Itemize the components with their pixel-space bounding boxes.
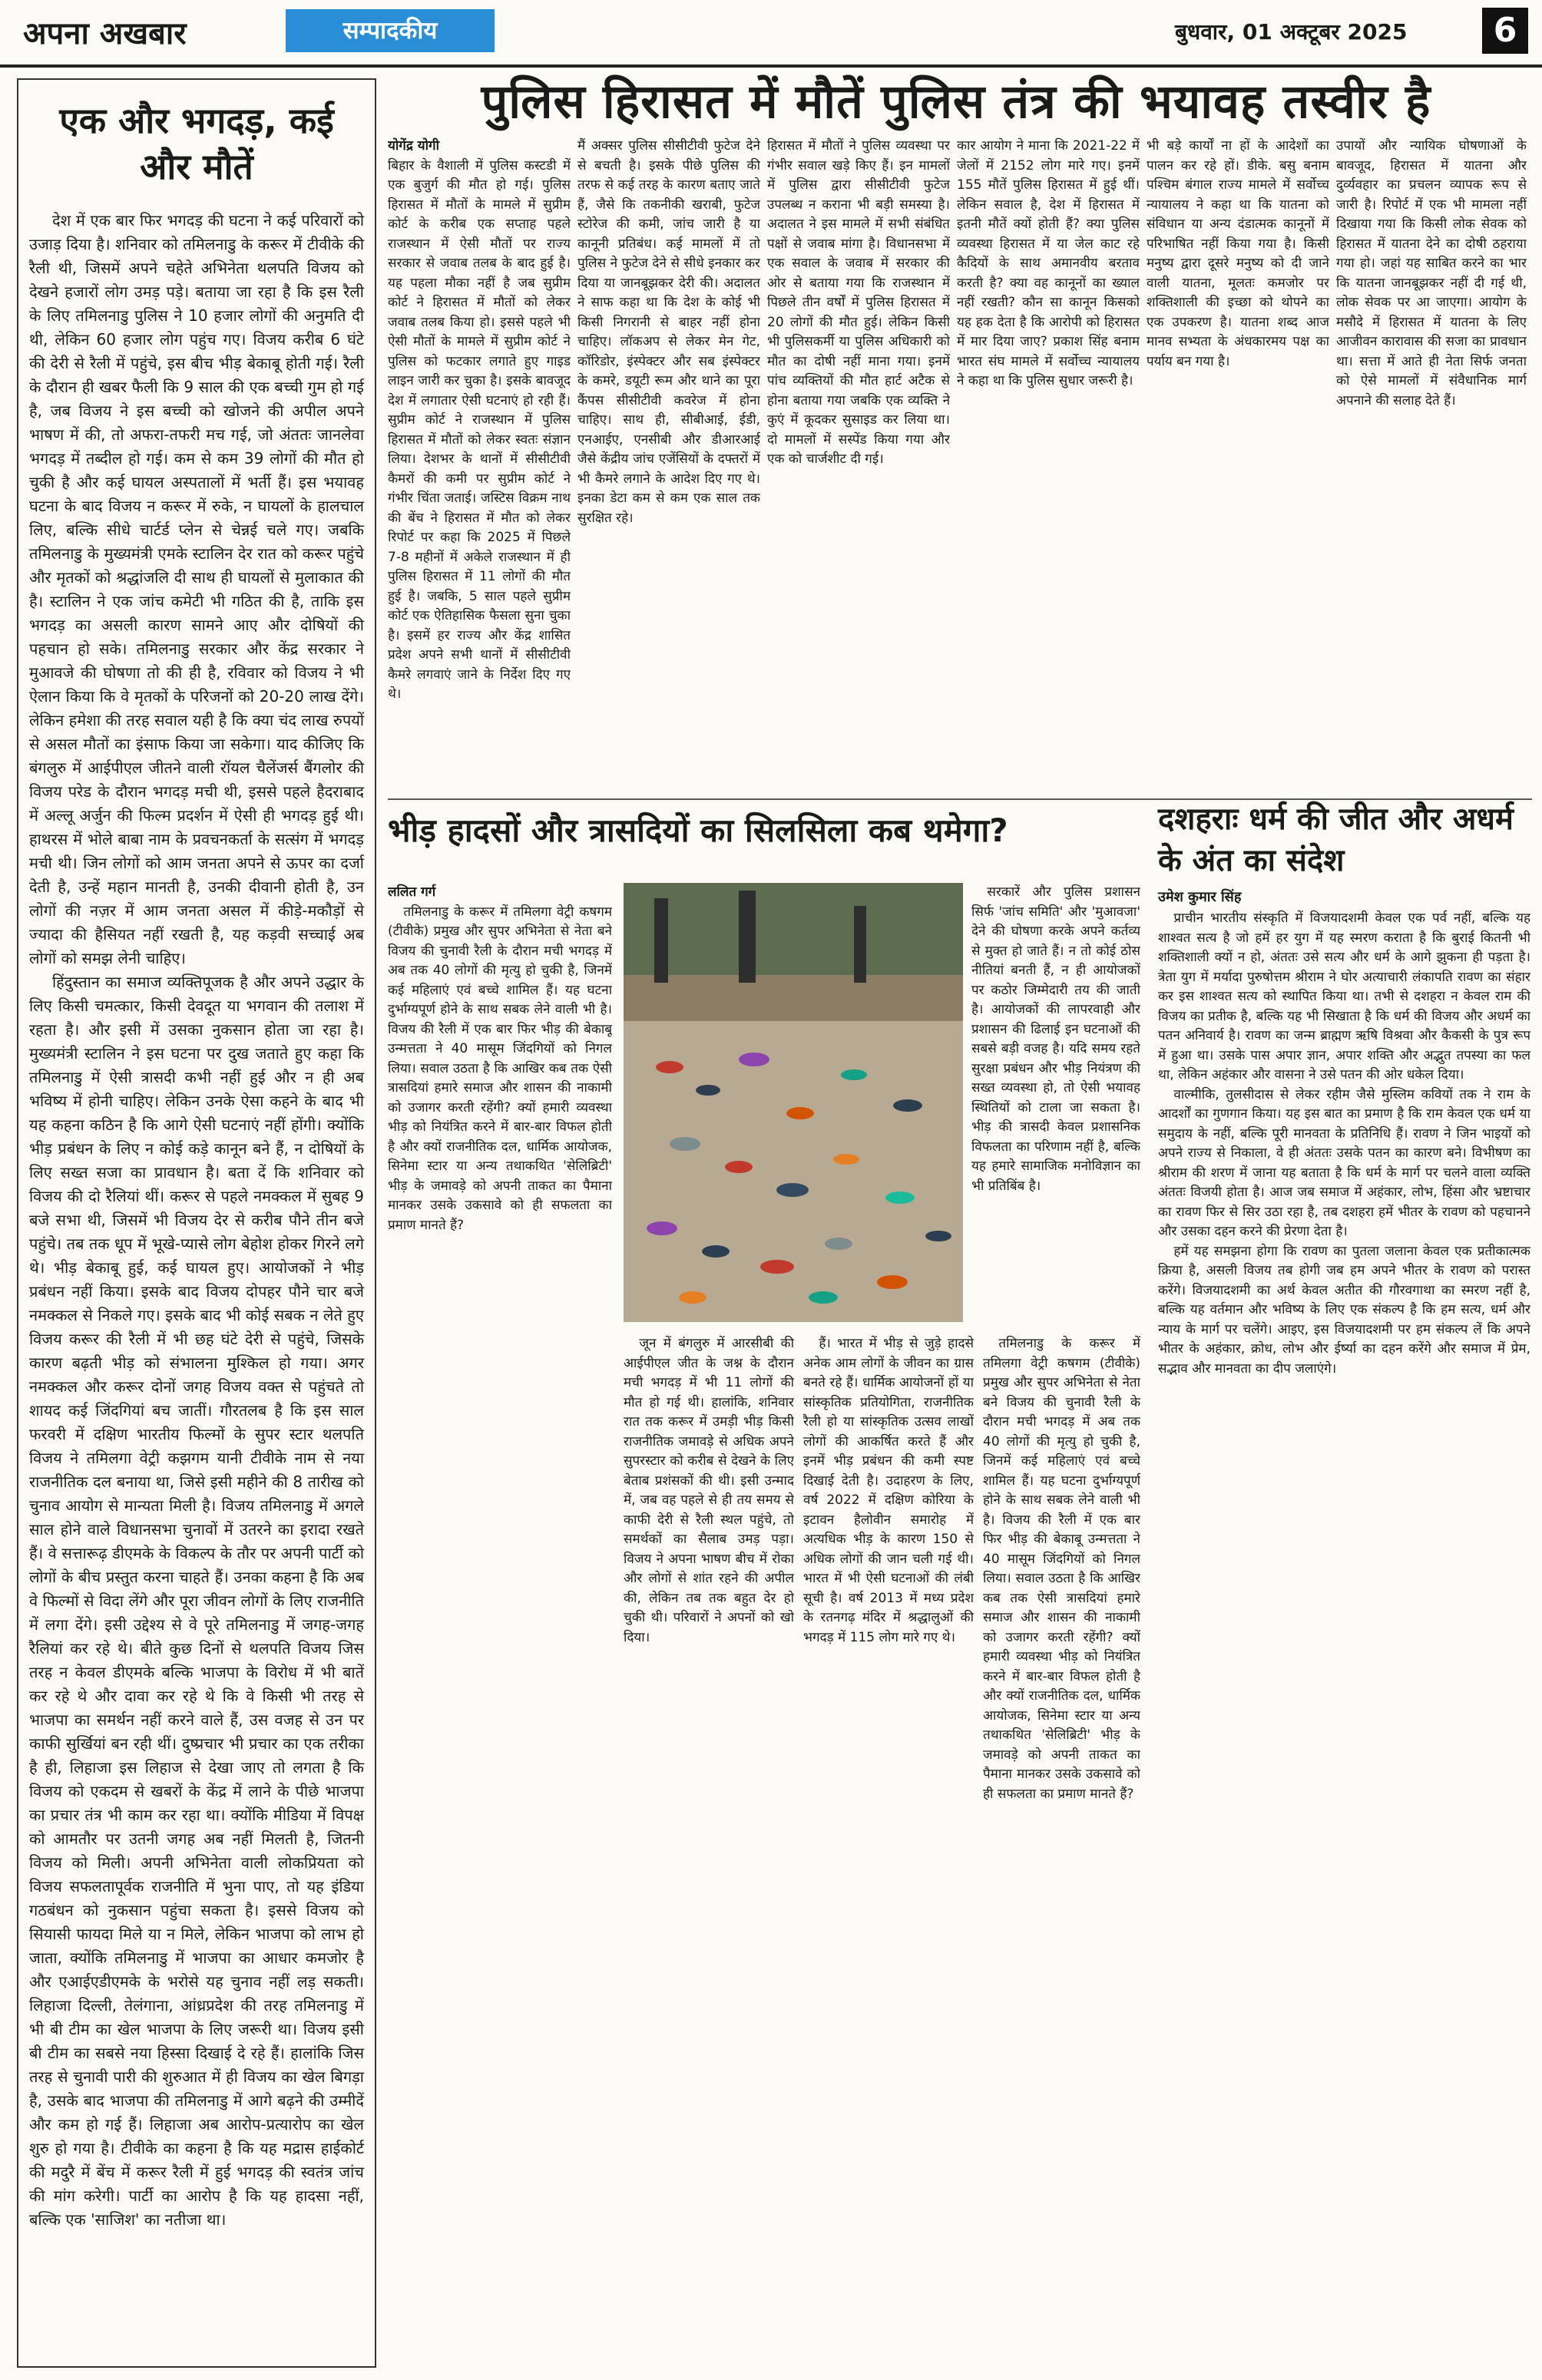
editorial-column xyxy=(17,78,376,2368)
editorial-paragraph: हिंदुस्तान का समाज व्यक्तिपूजक है और अपने उद्धार के लिए किसी चमत्कार, किसी देवदूत या भगवान की तलाश में रहता है। और इसी में उसका नुकसान होता जा रहा है। मुख्यमंत्री स्टालिन ने इस घटना पर दुख जताते हुए कहा कि तमिलनाडु में ऐसी त्रासदी कभी नहीं हुई और न ही अब भविष्य में होनी चाहिए। लेकिन उनके ऐसा कहने के बाद भी यह कहना कठिन है कि आगे ऐसी घटनाएं नहीं होंगी। क्योंकि भीड़ प्रबंधन के लिए न कोई कड़े कानून बने हैं, न दोषियों के लिए सख्त सजा का प्रावधान है। बता दें कि शनिवार को विजय की दो रैलियां थीं। करूर से पहले नमक्कल में सुबह 9 बजे सभा थी, जिसमें भी विजय देर से करीब पौने तीन बजे पहुंचे। तब तक धूप में भूखे-प्यासे लोग बेहोश होकर गिरने लगे थे। भीड़ बेकाबू हुई, कई घायल हुए। आयोजकों ने भीड़ प्रबंधन नहीं किया। इसके बाद विजय दोपहर पौने चार बजे नमक्कल से निकले गए। इसके बाद भी कोई सबक न लेते हुए विजय करूर की रैली में भी छह घंटे देरी से पहुंचे, जिसके कारण बढ़ती भीड़ को संभालना मुश्किल हो गया। अगर नमक्कल और करूर दोनों जगह विजय वक्त से पहुंचते तो शायद कई जिंदगियां बच जातीं। गौरतलब है कि इस साल फरवरी में दक्षिण भारतीय फिल्मों के सुपर स्टार थलपति विजय ने तमिलगा वेट्री कझगम यानी टीवीके नाम से नया राजनीतिक दल बनाया था, जिसे इसी महीने की 8 तारीख को चुनाव आयोग से मान्यता मिली है। विजय तमिलनाडु में अगले साल होने वाले विधानसभा चुनावों में उतरने का इरादा रखते हैं। वे सत्तारूढ़ डीएमके के विकल्प के तौर पर अपनी पार्टी को लोगों के बीच प्रस्तुत करना चाहते हैं। उनका कहना है कि अब वे फिल्मों से विदा लेंगे और पूरा जीवन लोगों के लिए राजनीति में लगा देंगे। इसी उद्देश्य से वे पूरे तमिलनाडु में जगह-जगह रैलियां कर रहे थे। बीते कुछ दिनों से थलपति विजय जिस तरह न केवल डीएमके बल्कि भाजपा के विरोध में भी बातें कर रहे थे और दावा कर रहे थे कि वे किसी भी तरह से भाजपा का समर्थन नहीं करने वाले हैं, उस वजह से उन पर काफी सुर्खियां बन रही थीं। दुष्प्रचार भी प्रचार का एक तरीका है ही, लिहाजा इस लिहाज से देखा जाए तो लगता है कि विजय को एकदम से खबरों के केंद्र में लाने के पीछे भाजपा का प्रचार तंत्र भी काम कर रहा था। क्योंकि मीडिया में विपक्ष को आमतौर पर उतनी जगह अब नहीं मिलती है, जितनी विजय को मिली। अपनी अभिनेता वाली लोकप्रियता को विजय सफलतापूर्वक राजनीति में भुना पाए, तो यह इंडिया गठबंधन को नुकसान पहुंचा सकता है। इससे विजय को सियासी फायदा मिले या न मिले, लेकिन भाजपा को लाभ हो जाता, क्योंकि तमिलनाडु में भाजपा का आधार कमजोर है और एआईएडीएमके के भरोसे यह चुनाव नहीं लड़ सकती। लिहाजा दिल्ली, तेलंगाना, आंध्रप्रदेश की तरह तमिलनाडु में भी बी टीम का खेल भाजपा के लिए जरूरी था। विजय इसी बी टीम का सबसे नया हिस्सा दिखाई दे रहे हैं। हालांकि जिस तरह से चुनावी पारी की शुरुआत में ही विजय का खेल बिगड़ा है, उसके बाद भाजपा की तमिलनाडु में आगे बढ़ने की उम्मीदें और कम हो गई हैं। लिहाजा अब आरोप-प्रत्यारोप का खेल शुरु हो गया है। टीवीके का कहना है कि यह मद्रास हाईकोर्ट की मदुरै में बेंच में करूर रैली में हुई भगदड़ की स्वतंत्र जांच की मांग करेगी। पार्टी का आरोप है कि यह हादसा नहीं, बल्कि एक 'साजिश' का नतीजा था। xyxy=(29,972,364,2229)
second-story-column xyxy=(624,1334,794,2365)
second-story-text: हैं। भारत में भीड़ से जुड़े हादसे अनेक आम लोगों के जीवन का ग्रास बनते रहे हैं। धार्मिक आयोजनों हों या सांस्कृतिक प्रतियोगिता, राजनीतिक रैली हो या सांस्कृतिक उत्सव लाखों लोगों की आकर्षित करते हैं और इनमें भीड़ प्रबंधन की कमी स्पष्ट दिखाई देती है। उदाहरण के लिए, वर्ष 2022 में दक्षिण कोरिया के इटावन हैलोवीन समारोह में अत्यधिक भीड़ के कारण 150 से अधिक लोगों की जान चली गई थी। भारत में भी ऐसी घटनाओं की लंबी सूची है। वर्ष 2013 में मध्य प्रदेश के रतनगढ़ मंदिर में श्रद्धालुओं की भगदड़ में 115 लोग मारे गए थे। xyxy=(803,1336,974,1645)
lead-story-column xyxy=(957,137,1140,791)
lead-story-text: भी बड़े कार्यों ना हों के आदेशों का पालन कर रहे हों। डीके. बसु बनाम पश्चिम बंगाल राज्य मामले में सर्वोच्च न्यायालय ने कहा था कि यातना को संविधान या अन्य दंडात्मक कानूनों में परिभाषित नहीं किया गया है। किसी मनुष्य द्वारा दूसरे मनुष्य को दी जाने वाली यातना, मूलतः कमजोर पर शक्तिशाली की इच्छा को थोपने का एक उपकरण है। यातना शब्द आज मानव सभ्यता के अंधकारमय पक्ष का पर्याय बन गया है। xyxy=(1147,138,1329,369)
lead-story-column xyxy=(577,137,760,791)
second-story-column xyxy=(983,1334,1140,2365)
third-story-headline: दशहराः धर्म की जीत और अधर्म के अंत का संदेश xyxy=(1158,802,1514,878)
lead-story-text: उपायों और न्यायिक घोषणाओं के बावजूद, हिरासत में यातना और दुर्व्यवहार का प्रचलन व्यापक रूप से जारी है। रिपोर्ट में एक भी मामला नहीं दिखाया गया कि किसी लोक सेवक को हिरासत में यातना देने का दोषी ठहराया गया हो। जहां यह साबित करने का भार कि यातना जानबूझकर नहीं दी गई थी, लोक सेवक पर आ जाएगा। आयोग के मसौदे में हिरासत में यातना के लिए आजीवन कारावास की सजा का प्रावधान था। सत्ता में आते ही नेता सिर्फ जनता को ऐसे मामलों में संवैधानिक मार्ग अपनाने की सलाह देते हैं। xyxy=(1336,138,1527,408)
second-story-column xyxy=(388,883,612,2365)
second-story-text: जून में बंगलुरु में आरसीबी की आईपीएल जीत के जश्न के दौरान मची भगदड़ में भी 11 लोगों की मौत हो गई थी। हालांकि, शनिवार रात तक करूर में उमड़ी भीड़ किसी राजनीतिक जमावड़े से अधिक अपने सुपरस्टार को करीब से देखने के लिए बेताब प्रशंसकों की थी। इसी उन्माद में, जब वह पहले से ही तय समय से काफी देरी से रैली स्थल पहुंचे, तो समर्थकों का सैलाब उमड़ पड़ा। विजय ने अपना भाषण बीच में रोका और लोगों से शांत रहने की अपील की, लेकिन तब तक बहुत देर हो चुकी थी। परिवारों ने अपनों को खो दिया। xyxy=(624,1336,794,1645)
lead-story-column xyxy=(1147,137,1329,791)
lead-story-column xyxy=(388,137,571,791)
third-story-byline: उमेश कुमार सिंह xyxy=(1158,889,1242,905)
page-number: 6 xyxy=(1482,8,1528,54)
third-story-column xyxy=(1158,909,1530,2368)
second-story-column xyxy=(803,1334,974,2365)
editorial-headline: एक और भगदड़, कई और मौतें xyxy=(59,100,334,187)
lead-story-text: बिहार के वैशाली में पुलिस कस्टडी में एक बुजुर्ग की मौत हो गई। पुलिस हिरासत में मौतों के मामले में सुप्रीम कोर्ट के करीब एक सप्ताह पहले राजस्थान में ऐसी मौतों पर राज्य सरकार से जवाब तलब के बाद हुई है। यह पहला मौका नहीं है जब सुप्रीम कोर्ट ने हिरासत में मौतों को लेकर जवाब तलब किया हो। इससे पहले भी ऐसी मौतों के मामले में सुप्रीम कोर्ट ने पुलिस को फटकार लगाते हुए गाइड लाइन जारी कर चुका है। इसके बावजूद देश में लगातार ऐसी घटनाएं हो रही हैं। सुप्रीम कोर्ट ने राजस्थान में पुलिस हिरासत में मौतों को लेकर स्वतः संज्ञान लिया। देशभर के थानों में सीसीटीवी कैमरों की कमी पर सुप्रीम कोर्ट ने गंभीर चिंता जताई। जस्टिस विक्रम नाथ की बेंच ने हिरासत में मौत को लेकर रिपोर्ट पर कहा कि 2025 में पिछले 7-8 महीनों में अकेले राजस्थान में ही पुलिस हिरासत में 11 लोगों की मौत हुई है। जबकि, 5 साल पहले सुप्रीम कोर्ट एक ऐतिहासिक फैसला सुना चुका है। इसमें हर राज्य और केंद्र शासित प्रदेश अपने सभी थानों में सीसीटीवी कैमरे लगवाएं जाने के निर्देश दिए गए थे। xyxy=(388,157,571,702)
lead-story-byline: योगेंद्र योगी xyxy=(388,138,440,154)
lead-story-text: हिरासत में मौतों ने पुलिस व्यवस्था पर गंभीर सवाल खड़े किए हैं। इन मामलों में पुलिस द्वारा सीसीटीवी फुटेज उपलब्ध न कराना भी बड़ी समस्या है। अदालत ने इस मामले में सभी संबंधित पक्षों से जवाब मांगा है। विधानसभा में एक सवाल के जवाब में सरकार की ओर से बताया गया कि राजस्थान में पिछले तीन वर्षों में पुलिस हिरासत में 20 लोगों की मौत हुई। लेकिन किसी भी पुलिसकर्मी या पुलिस अधिकारी को मौत का दोषी नहीं माना गया। इनमें पांच व्यक्तियों की मौत हार्ट अटैक से होना बताया गया जबकि एक व्यक्ति ने कुएं में कूदकर सुसाइड कर लिया था। दो मामलों में सस्पेंड किया गया और एक को चार्जशीट दी गई। xyxy=(767,138,950,467)
lead-story-headline: पुलिस हिरासत में मौतें पुलिस तंत्र की भयावह तस्वीर है xyxy=(481,74,1431,129)
second-story-column xyxy=(971,883,1140,1322)
third-story-text: वाल्मीकि, तुलसीदास से लेकर रहीम जैसे मुस्लिम कवियों तक ने राम के आदर्शों का गुणगान किया। यह इस बात का प्रमाण है कि राम केवल एक धर्म या समुदाय के नहीं, बल्कि पूरी मानवता के प्रतिनिधि हैं। रावण ने जिन भाइयों को अपने राज्य से निकाला, वे ही अंततः उसके पतन का कारण बने। विभीषण का श्रीराम की शरण में जाना यह बताता है कि धर्म के मार्ग पर चलने वाला व्यक्ति अंततः विजयी होता है। आज जब समाज में अहंकार, लोभ, हिंसा और भ्रष्टाचार का रावण फिर से सिर उठा रहा है, तब दशहरा हमें भीतर के रावण को पहचानने और उसका दहन करने की प्रेरणा देता है। xyxy=(1158,1086,1530,1239)
second-story-byline: ललित गर्ग xyxy=(388,884,436,900)
masthead xyxy=(0,0,1542,68)
third-story-text: हमें यह समझना होगा कि रावण का पुतला जलाना केवल एक प्रतीकात्मक क्रिया है, असली विजय तब होगी जब हम अपने भीतर के रावण को परास्त करेंगे। विजयादशमी का अर्थ केवल अतीत की गौरवगाथा का स्मरण नहीं है, बल्कि यह वर्तमान और भविष्य के लिए एक संकल्प है कि हम सत्य, धर्म और न्याय के मार्ग पर चलेंगे। आइए, इस विजयादशमी पर हम संकल्प लें कि अपने भीतर के अहंकार, क्रोध, लोभ और ईर्ष्या का दहन करेंगे और समाज में प्रेम, सद्भाव और मानवता का दीप जलाएंगे। xyxy=(1158,1243,1530,1377)
second-story-text: तमिलनाडु के करूर में तमिलगा वेट्री कषगम (टीवीके) प्रमुख और सुपर अभिनेता से नेता बने विजय की चुनावी रैली के दौरान मची भगदड़ में अब तक 40 लोगों की मृत्यु हो चुकी है, जिनमें कई महिलाएं एवं बच्चे शामिल हैं। यह घटना दुर्भाग्यपूर्ण होने के साथ सबक लेने वाली भी है। विजय की रैली में एक बार फिर भीड़ की बेकाबू उन्मत्तता ने 40 मासूम जिंदगियों को निगल लिया। सवाल उठता है कि आखिर कब तक ऐसी त्रासदियां हमारे समाज और शासन की नाकामी को उजागर करती रहेंगी? क्यों हमारी व्यवस्था भीड़ को नियंत्रित करने में बार-बार विफल होती है और क्यों राजनीतिक दल, धार्मिक आयोजक, सिनेमा स्टार या अन्य तथाकथित 'सेलिब्रिटी' भीड़ के जमावड़े को अपनी ताकत का पैमाना मानकर उसके उकसावे को ही सफलता का प्रमाण मानते हैं? xyxy=(388,904,612,1233)
section-label: सम्पादकीय xyxy=(286,9,495,52)
second-story-text: सरकारें और पुलिस प्रशासन सिर्फ 'जांच समिति' और 'मुआवजा' देने की घोषणा करके अपने कर्तव्य से मुक्त हो जाते हैं। न तो कोई ठोस नीतियां बनती हैं, न ही आयोजकों पर कठोर जिम्मेदारी तय की जाती है। आयोजकों की लापरवाही और प्रशासन की ढिलाई इन घटनाओं की सबसे बड़ी वजह है। यदि समय रहते सुरक्षा प्रबंधन और भीड़ नियंत्रण की सख्त व्यवस्था हो, तो ऐसी भयावह स्थितियों को टाला जा सकता है। भीड़ की त्रासदी केवल प्रशासनिक विफलता का परिणाम नहीं है, बल्कि यह हमारे सामाजिक मनोविज्ञान का भी प्रतिबिंब है। xyxy=(971,884,1140,1194)
third-story-text: प्राचीन भारतीय संस्कृति में विजयादशमी केवल एक पर्व नहीं, बल्कि यह शाश्वत सत्य है जो हमें हर युग में यह स्मरण कराता है कि बुराई कितनी भी शक्तिशाली क्यों न हो, अंततः उसे सत्य और धर्म के आगे झुकना ही पड़ता है। त्रेता युग में मर्यादा पुरुषोत्तम श्रीराम ने घोर अत्याचारी लंकापति रावण का संहार कर इस शाश्वत सत्य को स्थापित किया था। तभी से दशहरा न केवल राम की विजय का प्रतीक है, बल्कि यह भी सिखाता है कि धर्म की विजय और अधर्म का पतन अनिवार्य है। रावण का जन्म ब्राह्मण ऋषि विश्रवा और कैकसी के पुत्र रूप में हुआ था। उसके पास अपार ज्ञान, अपार शक्ति और अद्भुत तपस्या का फल था, लेकिन अहंकार और वासना ने उसे पतन की ओर धकेल दिया। xyxy=(1158,911,1530,1083)
stampede-photo xyxy=(624,883,963,1322)
lead-story-text: कार आयोग ने माना कि 2021-22 में जेलों में 2152 लोग मारे गए। इनमें 155 मौतें पुलिस हिरासत में हुई थीं। लेकिन सवाल है, देश में हिरासत में इतनी मौतें क्यों होती हैं? क्या पुलिस व्यवस्था हिरासत में या जेल काट रहे कैदियों के साथ अमानवीय बरताव करती है? क्या वह कानूनों का ख्याल नहीं रखती? कौन सा कानून किसको यह हक देता है कि आरोपी को हिरासत में मार दिया जाए? प्रकाश सिंह बनाम भारत संघ मामले में सर्वोच्च न्यायालय ने कहा था कि पुलिस सुधार जरूरी है। xyxy=(957,138,1140,388)
lead-story-column xyxy=(1336,137,1527,791)
second-story-text: तमिलनाडु के करूर में तमिलगा वेट्री कषगम (टीवीके) प्रमुख और सुपर अभिनेता से नेता बने विजय की चुनावी रैली के दौरान मची भगदड़ में अब तक 40 लोगों की मृत्यु हो चुकी है, जिनमें कई महिलाएं एवं बच्चे शामिल हैं। यह घटना दुर्भाग्यपूर्ण होने के साथ सबक लेने वाली भी है। विजय की रैली में एक बार फिर भीड़ की बेकाबू उन्मत्तता ने 40 मासूम जिंदगियों को निगल लिया। सवाल उठता है कि आखिर कब तक ऐसी त्रासदियां हमारे समाज और शासन की नाकामी को उजागर करती रहेंगी? क्यों हमारी व्यवस्था भीड़ को नियंत्रित करने में बार-बार विफल होती है और क्यों राजनीतिक दल, धार्मिक आयोजक, सिनेमा स्टार या अन्य तथाकथित 'सेलिब्रिटी' भीड़ के जमावड़े को अपनी ताकत का पैमाना मानकर उसके उकसावे को ही सफलता का प्रमाण मानते हैं? xyxy=(983,1336,1140,1802)
lead-story-text: मैं अक्सर पुलिस सीसीटीवी फुटेज देने से बचती है। इसके पीछे पुलिस की तरफ से कई तरह के कारण बताए जाते हैं, जैसे कि तकनीकी खराबी, फुटेज स्टोरेज की कमी, जांच जारी है या कानूनी प्रतिबंध। कई मामलों में तो पुलिस ने फुटेज देने से सीधे इनकार कर दिया या जानबूझकर देरी की। अदालत ने साफ कहा था कि देश के कोई भी किसी निगरानी से बाहर नहीं होना चाहिए। लॉकअप से लेकर मेन गेट, कॉरिडोर, इंस्पेक्टर और सब इंस्पेक्टर के कमरे, डयूटी रूम और थाने का पूरा कैंपस सीसीटीवी कवरेज में होना चाहिए। साथ ही, सीबीआई, ईडी, एनआईए, एनसीबी और डीआरआई जैसे केंद्रीय जांच एजेंसियों के दफ्तरों में भी कैमरे लगाने के आदेश दिए गए थे। इनका डेटा कम से कम एक साल तक सुरक्षित रहे। xyxy=(577,138,760,526)
stampede-scene-image xyxy=(624,883,963,1322)
editorial-body xyxy=(29,209,364,2232)
newspaper-brand: अपना अखबार xyxy=(23,16,187,51)
lead-story-column xyxy=(767,137,950,791)
dateline: बुधवार, 01 अक्टूबर 2025 xyxy=(1175,19,1408,45)
second-story-headline: भीड़ हादसों और त्रासदियों का सिलसिला कब थमेगा? xyxy=(388,812,1008,849)
editorial-paragraph: देश में एक बार फिर भगदड़ की घटना ने कई परिवारों को उजाड़ दिया है। शनिवार को तमिलनाडु के करूर में टीवीके की रैली थी, जिसमें अपने चहेते अभिनेता थलपति विजय को देखने हजारों लोग उमड़ पड़े। बताया जा रहा है कि इस रैली के लिए तमिलनाडु पुलिस ने 10 हजार लोगों की अनुमति दी थी, लेकिन 60 हजार लोग पहुंच गए। विजय करीब 6 घंटे की देरी से रैली में पहुंचे, इस बीच भीड़ बेकाबू होती गई। रैली के दौरान ही खबर फैली कि 9 साल की एक बच्ची गुम हो गई है, जब विजय ने इस बच्ची को खोजने की अपील अपने भाषण में की, तो अफरा-तफरी मच गई, जो अंततः जानलेवा भगदड़ में तब्दील हो गई। कम से कम 39 लोगों की मौत हो चुकी है और कई घायल अस्पतालों में भर्ती हैं। इस भयावह घटना के बाद विजय न करूर में रुके, न घायलों के हालचाल लिए, बल्कि सीधे चार्टर्ड प्लेन से चेन्नई चले गए। जबकि तमिलनाडु के मुख्यमंत्री एमके स्टालिन देर रात को करूर पहुंचे और मृतकों को श्रद्धांजलि दी साथ ही घायलों से मुलाकात की है। स्टालिन ने एक जांच कमेटी भी गठित की है, ताकि इस भगदड़ का असली कारण सामने आए और दोषियों की पहचान हो सके। तमिलनाडु सरकार और केंद्र सरकार ने मुआवजे की घोषणा तो की ही है, रविवार को विजय ने भी ऐलान किया कि वे मृतकों के परिजनों को 20-20 लाख देंगे। लेकिन हमेशा की तरह सवाल यही है कि क्या चंद लाख रुपयों से असल मौतों का इंसाफ किया जा सकेगा। याद कीजिए कि बंगलुरु में आईपीएल जीतने वाली रॉयल चैलेंजर्स बैंगलोर की विजय परेड के दौरान भगदड़ मची थी, इससे पहले हैदराबाद में अल्लू अर्जुन की फिल्म प्रदर्शन में ऐसी ही भगदड़ हुई थी। हाथरस में भोले बाबा नाम के प्रवचनकर्ता के सत्संग में भगदड़ मची थी। जिन लोगों को आम जनता अपने से ऊपर का दर्जा देती है, उन्हें महान मानती है, उनकी दीवानी होती है, उन लोगों की नज़र में आम जनता असल में कीड़े-मकौड़ों से ज्यादा की हैसियत नहीं रखती है, यह कड़वी सच्चाई अब लोगों को समझ लेनी चाहिए। xyxy=(29,210,364,967)
